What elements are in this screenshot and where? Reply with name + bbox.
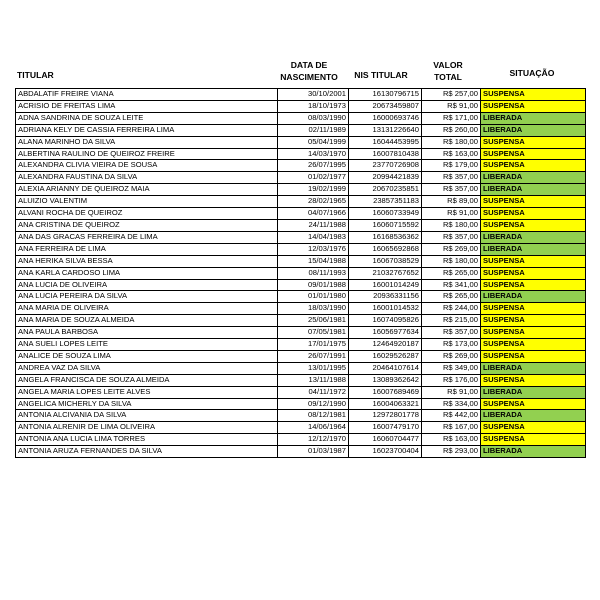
cell-nis: 16029526287 [349, 350, 422, 362]
cell-nis: 16004063321 [349, 398, 422, 410]
cell-nome: ANTONIA ALCIVANIA DA SILVA [16, 410, 278, 422]
cell-valor: R$ 257,00 [422, 89, 481, 101]
table-row [16, 89, 586, 101]
cell-nascimento: 30/10/2001 [278, 89, 349, 101]
cell-nis: 16168536362 [349, 231, 422, 243]
table-row [16, 398, 586, 410]
beneficiary-sheet [15, 56, 586, 458]
cell-nis: 16067038529 [349, 255, 422, 267]
header-row [15, 56, 584, 88]
cell-valor: R$ 179,00 [422, 160, 481, 172]
cell-nis: 12972801778 [349, 410, 422, 422]
cell-nome: ALANA MARINHO DA SILVA [16, 136, 278, 148]
cell-situacao: SUSPENSA [481, 89, 586, 101]
cell-situacao: SUSPENSA [481, 279, 586, 291]
cell-valor: R$ 163,00 [422, 148, 481, 160]
table-row [16, 172, 586, 184]
cell-nascimento: 04/07/1966 [278, 208, 349, 220]
header-valor-line2: TOTAL [434, 72, 462, 82]
cell-valor: R$ 89,00 [422, 196, 481, 208]
cell-valor: R$ 91,00 [422, 100, 481, 112]
cell-situacao: LIBERADA [481, 386, 586, 398]
cell-nis: 20936331156 [349, 291, 422, 303]
cell-valor: R$ 357,00 [422, 327, 481, 339]
table-row [16, 148, 586, 160]
table-row [16, 208, 586, 220]
data-table [15, 88, 586, 458]
cell-situacao: SUSPENSA [481, 398, 586, 410]
cell-situacao: LIBERADA [481, 112, 586, 124]
cell-nome: ANA MARIA DE OLIVEIRA [16, 303, 278, 315]
cell-nome: ALVANI ROCHA DE QUEIROZ [16, 208, 278, 220]
header-data-line2: NASCIMENTO [280, 72, 338, 82]
cell-nis: 16007479170 [349, 422, 422, 434]
cell-nis: 16065692868 [349, 243, 422, 255]
cell-nome: ALBERTINA RAULINO DE QUEIROZ FREIRE [16, 148, 278, 160]
cell-nis: 16000693746 [349, 112, 422, 124]
cell-nome: ANA MARIA DE SOUZA ALMEIDA [16, 315, 278, 327]
cell-valor: R$ 180,00 [422, 255, 481, 267]
cell-valor: R$ 91,00 [422, 208, 481, 220]
cell-situacao: SUSPENSA [481, 315, 586, 327]
table-row [16, 196, 586, 208]
table-row [16, 327, 586, 339]
cell-valor: R$ 269,00 [422, 243, 481, 255]
cell-valor: R$ 173,00 [422, 339, 481, 351]
cell-situacao: SUSPENSA [481, 374, 586, 386]
table-row [16, 124, 586, 136]
cell-situacao: SUSPENSA [481, 327, 586, 339]
cell-nascimento: 24/11/1988 [278, 219, 349, 231]
cell-nome: ANGELICA MICHERLY DA SILVA [16, 398, 278, 410]
cell-valor: R$ 180,00 [422, 136, 481, 148]
cell-nis: 20464107614 [349, 362, 422, 374]
cell-nascimento: 26/07/1991 [278, 350, 349, 362]
table-row [16, 112, 586, 124]
table-row [16, 184, 586, 196]
cell-nis: 16056977634 [349, 327, 422, 339]
cell-nascimento: 18/10/1973 [278, 100, 349, 112]
cell-nis: 16074095826 [349, 315, 422, 327]
cell-nome: ANA LUCIA PEREIRA DA SILVA [16, 291, 278, 303]
cell-valor: R$ 442,00 [422, 410, 481, 422]
cell-nis: 16023700404 [349, 446, 422, 458]
cell-nome: ALEXANDRA CLIVIA VIEIRA DE SOUSA [16, 160, 278, 172]
cell-situacao: SUSPENSA [481, 434, 586, 446]
cell-situacao: SUSPENSA [481, 350, 586, 362]
cell-nome: ANTONIA ARUZA FERNANDES DA SILVA [16, 446, 278, 458]
cell-nis: 23857351183 [349, 196, 422, 208]
cell-nis: 16130796715 [349, 89, 422, 101]
header-data-line1: DATA DE [290, 60, 328, 70]
cell-valor: R$ 334,00 [422, 398, 481, 410]
cell-nome: ALEXIA ARIANNY DE QUEIROZ MAIA [16, 184, 278, 196]
header-situacao: SITUAÇÃO [509, 68, 555, 78]
table-row [16, 339, 586, 351]
table-row [16, 422, 586, 434]
cell-nis: 20670235851 [349, 184, 422, 196]
table-row [16, 243, 586, 255]
cell-valor: R$ 176,00 [422, 374, 481, 386]
cell-nome: ANGELA FRANCISCA DE SOUZA ALMEIDA [16, 374, 278, 386]
table-row [16, 386, 586, 398]
cell-nome: ANA LUCIA DE OLIVEIRA [16, 279, 278, 291]
header-nis: NIS TITULAR [354, 70, 408, 80]
cell-nascimento: 15/04/1988 [278, 255, 349, 267]
cell-nome: ANGELA MARIA LOPES LEITE ALVES [16, 386, 278, 398]
cell-situacao: LIBERADA [481, 231, 586, 243]
table-row [16, 231, 586, 243]
cell-situacao: LIBERADA [481, 446, 586, 458]
table-row [16, 267, 586, 279]
cell-valor: R$ 341,00 [422, 279, 481, 291]
table-body [16, 89, 586, 458]
table-row [16, 410, 586, 422]
cell-valor: R$ 357,00 [422, 172, 481, 184]
table-row [16, 219, 586, 231]
table-row [16, 136, 586, 148]
cell-situacao: LIBERADA [481, 362, 586, 374]
cell-nis: 16001014532 [349, 303, 422, 315]
cell-situacao: LIBERADA [481, 243, 586, 255]
cell-nis: 13131226640 [349, 124, 422, 136]
cell-nascimento: 19/02/1999 [278, 184, 349, 196]
cell-situacao: LIBERADA [481, 291, 586, 303]
cell-valor: R$ 293,00 [422, 446, 481, 458]
cell-situacao: SUSPENSA [481, 219, 586, 231]
table-row [16, 291, 586, 303]
cell-valor: R$ 265,00 [422, 291, 481, 303]
cell-situacao: LIBERADA [481, 184, 586, 196]
cell-nascimento: 01/03/1987 [278, 446, 349, 458]
cell-nome: ABDALATIF FREIRE VIANA [16, 89, 278, 101]
cell-nome: ACRISIO DE FREITAS LIMA [16, 100, 278, 112]
cell-situacao: SUSPENSA [481, 100, 586, 112]
cell-nascimento: 08/11/1993 [278, 267, 349, 279]
cell-valor: R$ 260,00 [422, 124, 481, 136]
cell-situacao: SUSPENSA [481, 196, 586, 208]
cell-nis: 20994421839 [349, 172, 422, 184]
cell-nascimento: 14/03/1970 [278, 148, 349, 160]
cell-nascimento: 18/03/1990 [278, 303, 349, 315]
cell-situacao: SUSPENSA [481, 160, 586, 172]
cell-nascimento: 14/06/1964 [278, 422, 349, 434]
cell-nis: 16060704477 [349, 434, 422, 446]
cell-situacao: LIBERADA [481, 410, 586, 422]
cell-valor: R$ 180,00 [422, 219, 481, 231]
cell-nome: ANA KARLA CARDOSO LIMA [16, 267, 278, 279]
cell-nome: ANA FERREIRA DE LIMA [16, 243, 278, 255]
cell-nascimento: 26/07/1995 [278, 160, 349, 172]
cell-nascimento: 04/11/1972 [278, 386, 349, 398]
cell-nis: 16044453995 [349, 136, 422, 148]
table-row [16, 434, 586, 446]
cell-valor: R$ 163,00 [422, 434, 481, 446]
table-row [16, 315, 586, 327]
cell-nascimento: 05/04/1999 [278, 136, 349, 148]
table-row [16, 362, 586, 374]
cell-nascimento: 09/12/1990 [278, 398, 349, 410]
cell-situacao: SUSPENSA [481, 267, 586, 279]
cell-situacao: SUSPENSA [481, 255, 586, 267]
cell-nascimento: 01/01/1980 [278, 291, 349, 303]
cell-valor: R$ 265,00 [422, 267, 481, 279]
cell-situacao: LIBERADA [481, 172, 586, 184]
header-valor-total [419, 59, 477, 83]
header-titular: TITULAR [17, 70, 54, 80]
cell-nome: ANTONIA ANA LUCIA LIMA TORRES [16, 434, 278, 446]
cell-valor: R$ 171,00 [422, 112, 481, 124]
cell-nis: 16060715592 [349, 219, 422, 231]
cell-nascimento: 08/12/1981 [278, 410, 349, 422]
cell-situacao: SUSPENSA [481, 136, 586, 148]
table-row [16, 100, 586, 112]
cell-nascimento: 12/03/1976 [278, 243, 349, 255]
cell-nome: ANA PAULA BARBOSA [16, 327, 278, 339]
cell-nis: 21032767652 [349, 267, 422, 279]
cell-valor: R$ 215,00 [422, 315, 481, 327]
cell-nascimento: 02/11/1989 [278, 124, 349, 136]
cell-nascimento: 28/02/1965 [278, 196, 349, 208]
cell-nascimento: 12/12/1970 [278, 434, 349, 446]
cell-nascimento: 13/11/1988 [278, 374, 349, 386]
cell-nis: 16007810438 [349, 148, 422, 160]
cell-nome: ANALICE DE SOUZA LIMA [16, 350, 278, 362]
cell-nome: ANDREA VAZ DA SILVA [16, 362, 278, 374]
table-row [16, 255, 586, 267]
cell-nome: ALUIZIO VALENTIM [16, 196, 278, 208]
cell-valor: R$ 349,00 [422, 362, 481, 374]
cell-situacao: LIBERADA [481, 124, 586, 136]
cell-nascimento: 08/03/1990 [278, 112, 349, 124]
cell-nis: 23770726908 [349, 160, 422, 172]
cell-nome: ANA CRISTINA DE QUEIROZ [16, 219, 278, 231]
cell-situacao: SUSPENSA [481, 303, 586, 315]
cell-nascimento: 07/05/1981 [278, 327, 349, 339]
cell-nome: ADNA SANDRINA DE SOUZA LEITE [16, 112, 278, 124]
cell-valor: R$ 244,00 [422, 303, 481, 315]
table-row [16, 350, 586, 362]
cell-valor: R$ 167,00 [422, 422, 481, 434]
cell-nascimento: 01/02/1977 [278, 172, 349, 184]
cell-nome: ALEXANDRA FAUSTINA DA SILVA [16, 172, 278, 184]
cell-nis: 20673459807 [349, 100, 422, 112]
cell-valor: R$ 357,00 [422, 231, 481, 243]
cell-nis: 16060733949 [349, 208, 422, 220]
cell-nome: ANA HERIKA SILVA BESSA [16, 255, 278, 267]
table-row [16, 303, 586, 315]
cell-nome: ADRIANA KELY DE CASSIA FERREIRA LIMA [16, 124, 278, 136]
cell-nome: ANA SUELI LOPES LEITE [16, 339, 278, 351]
cell-nis: 16001014249 [349, 279, 422, 291]
cell-situacao: SUSPENSA [481, 422, 586, 434]
header-valor-line1: VALOR [433, 60, 463, 70]
cell-valor: R$ 357,00 [422, 184, 481, 196]
cell-situacao: SUSPENSA [481, 339, 586, 351]
cell-nascimento: 13/01/1995 [278, 362, 349, 374]
cell-nascimento: 14/04/1983 [278, 231, 349, 243]
cell-nascimento: 09/01/1988 [278, 279, 349, 291]
cell-situacao: SUSPENSA [481, 208, 586, 220]
cell-nome: ANTONIA ALRENIR DE LIMA OLIVEIRA [16, 422, 278, 434]
cell-nis: 12464920187 [349, 339, 422, 351]
cell-nascimento: 25/06/1981 [278, 315, 349, 327]
table-row [16, 160, 586, 172]
header-data-nascimento [273, 59, 345, 83]
cell-valor: R$ 91,00 [422, 386, 481, 398]
cell-situacao: SUSPENSA [481, 148, 586, 160]
table-row [16, 374, 586, 386]
table-row [16, 279, 586, 291]
cell-nis: 13089362642 [349, 374, 422, 386]
cell-nome: ANA DAS GRACAS FERREIRA DE LIMA [16, 231, 278, 243]
table-row [16, 446, 586, 458]
cell-nis: 16007689469 [349, 386, 422, 398]
cell-nascimento: 17/01/1975 [278, 339, 349, 351]
cell-valor: R$ 269,00 [422, 350, 481, 362]
